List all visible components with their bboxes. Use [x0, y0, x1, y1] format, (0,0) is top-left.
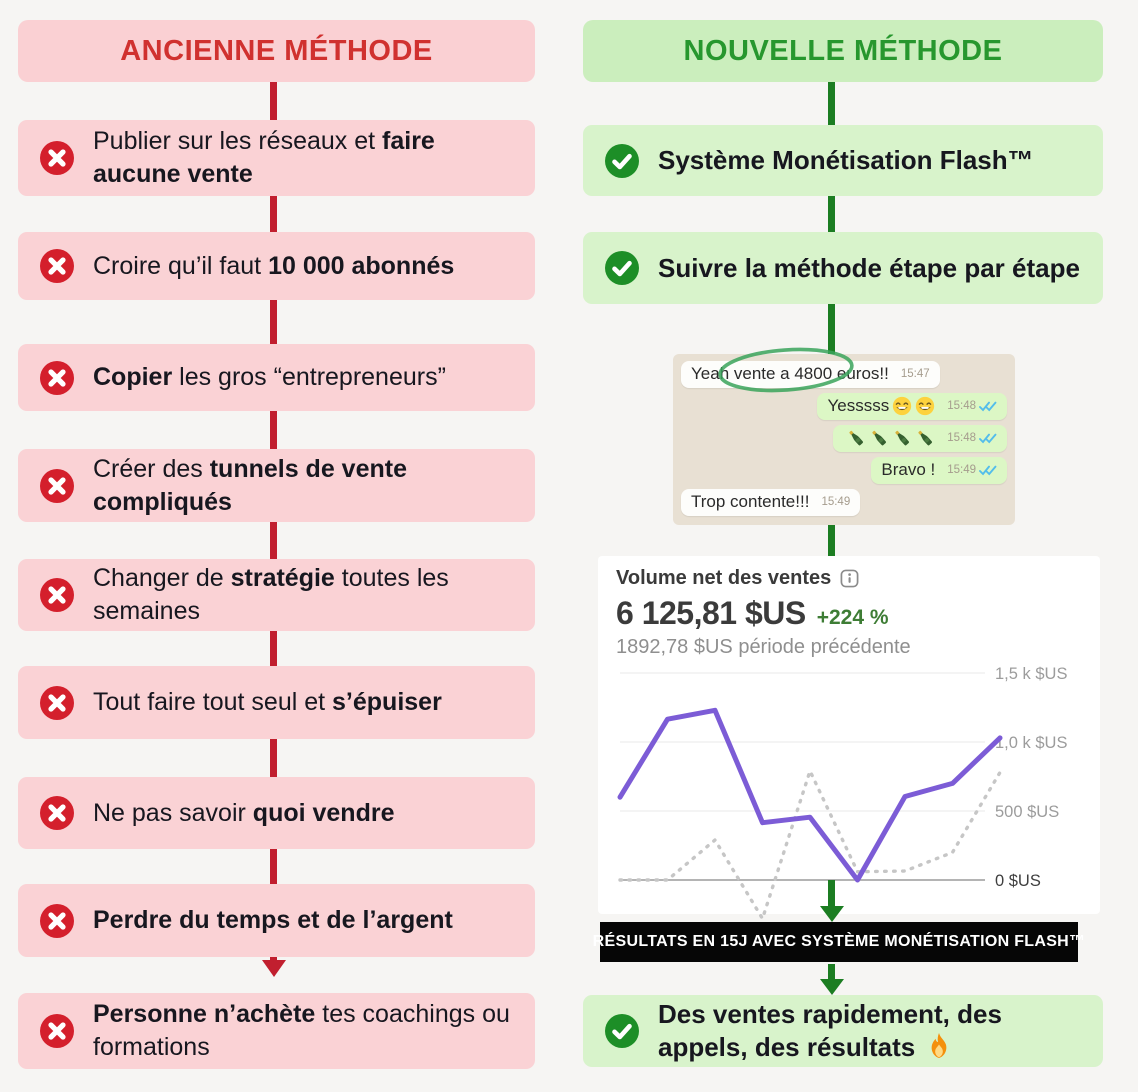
- red-arrow-down-icon: [262, 960, 286, 977]
- chat-bubble: [681, 361, 940, 388]
- chart-current-total: 6 125,81 $US: [616, 595, 806, 631]
- bottle-emoji: [892, 428, 912, 448]
- message-time: 15:47: [900, 368, 930, 380]
- double-tick-icon: [979, 401, 997, 412]
- message-time: 15:48: [947, 432, 976, 444]
- bottle-emoji: [846, 428, 866, 448]
- chat-bubble: [681, 489, 860, 516]
- cross-icon: [40, 361, 74, 395]
- method-item: [18, 777, 535, 849]
- green-arrow-down-icon: [820, 979, 844, 995]
- item-text: Suivre la méthode étape par étape: [658, 252, 1080, 283]
- chart-title: Volume net des ventes: [616, 567, 832, 589]
- item-text: Ne pas savoir quoi vendre: [93, 798, 395, 827]
- chart-change-percent: +224 %: [816, 606, 889, 629]
- item-text: Créer des tunnels de vente compliqués: [93, 454, 407, 516]
- check-icon: [605, 251, 639, 285]
- item-text: Tout faire tout seul et s’épuiser: [93, 688, 442, 716]
- results-banner: RÉSULTATS EN 15J AVEC SYSTÈME MONÉTISATION FLASH™: [600, 922, 1078, 962]
- method-item: [18, 884, 535, 957]
- sales-chart-card: [598, 556, 1100, 914]
- old-method-header: ANCIENNE MÉTHODE: [18, 20, 535, 82]
- method-item: [18, 993, 535, 1069]
- message-text: Trop contente!!!: [691, 492, 810, 511]
- svg-text:0 $US: 0 $US: [995, 872, 1041, 890]
- svg-text:500 $US: 500 $US: [995, 803, 1060, 821]
- double-tick-icon: [979, 433, 997, 444]
- item-text: Personne n’achète tes coachings ou formations: [93, 1000, 510, 1061]
- item-text: Système Monétisation Flash™: [658, 145, 1034, 175]
- method-item: [583, 125, 1103, 196]
- grin-emoji: [892, 396, 912, 416]
- cross-icon: [40, 141, 74, 175]
- grin-emoji: [915, 396, 935, 416]
- item-text: Changer de stratégie toutes les semaines: [93, 564, 449, 625]
- bottle-emoji: [915, 428, 935, 448]
- whatsapp-chat-screenshot: [673, 354, 1015, 525]
- method-item: [18, 120, 535, 196]
- bottle-emoji: [869, 428, 889, 448]
- chat-bubble: [871, 457, 1007, 484]
- new-method-header: NOUVELLE MÉTHODE: [583, 20, 1103, 82]
- method-item: [18, 559, 535, 631]
- green-connector-line: [828, 880, 835, 908]
- chat-message-row: [681, 361, 1007, 388]
- item-text: Croire qu’il faut 10 000 abonnés: [93, 251, 455, 280]
- chat-message-row: [681, 425, 1007, 452]
- message-text: Yesssss: [827, 396, 890, 415]
- method-item: [583, 232, 1103, 304]
- chat-message-row: [681, 489, 1007, 516]
- svg-text:1,0 k $US: 1,0 k $US: [995, 734, 1068, 752]
- cross-icon: [40, 904, 74, 938]
- message-text: Yeah vente a 4800 euros!!: [691, 364, 889, 383]
- info-icon: [840, 569, 859, 588]
- cross-icon: [40, 796, 74, 830]
- item-text: Perdre du temps et de l’argent: [93, 906, 453, 934]
- message-time: 15:49: [821, 496, 851, 508]
- item-text: Publier sur les réseaux et faire aucune vente: [93, 127, 435, 188]
- chat-bubble: [833, 425, 1007, 452]
- cross-icon: [40, 578, 74, 612]
- cross-icon: [40, 686, 74, 720]
- double-tick-icon: [979, 465, 997, 476]
- message-text: Bravo !: [881, 460, 936, 479]
- check-icon: [605, 144, 639, 178]
- cross-icon: [40, 249, 74, 283]
- old-method-column: [18, 0, 535, 1092]
- cross-icon: [40, 1014, 74, 1048]
- chat-bubble: [817, 393, 1007, 420]
- item-text: Copier les gros “entrepreneurs”: [93, 363, 446, 391]
- message-time: 15:49: [947, 464, 976, 476]
- method-item: [18, 344, 535, 411]
- sales-line-chart: [598, 655, 1100, 914]
- check-icon: [605, 1014, 639, 1048]
- flame-icon: [926, 1032, 952, 1060]
- chat-message-row: [681, 393, 1007, 420]
- message-time: 15:48: [947, 400, 976, 412]
- chart-previous-total: 1892,78 $US période précédente: [616, 636, 911, 658]
- svg-text:1,5 k $US: 1,5 k $US: [995, 665, 1068, 683]
- item-text: Des ventes rapidement, des appels, des résultats: [658, 999, 1002, 1062]
- cross-icon: [40, 469, 74, 503]
- method-item: [583, 995, 1103, 1067]
- chat-message-row: [681, 457, 1007, 484]
- green-arrow-down-icon: [820, 906, 844, 922]
- method-item: [18, 666, 535, 739]
- method-item: [18, 449, 535, 522]
- method-item: [18, 232, 535, 300]
